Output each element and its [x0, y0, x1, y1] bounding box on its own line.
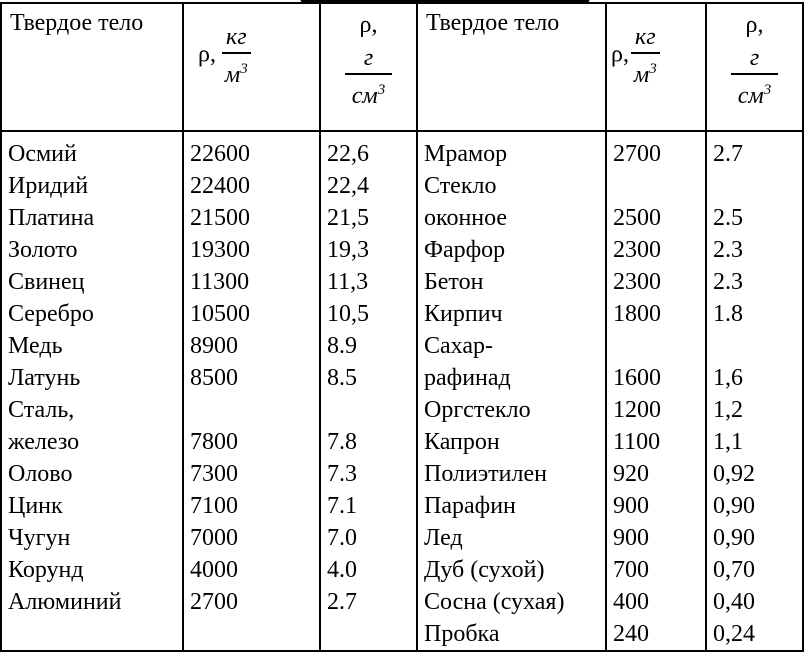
density-kg-m3: 700	[613, 557, 649, 583]
density-g-cm3: 1,6	[713, 365, 743, 391]
density-kg-m3: 2500	[613, 205, 661, 231]
density-g-cm3: 0,90	[713, 525, 755, 551]
unit-fraction-kg-m3: $\frac{кг}{м^3}$	[222, 22, 251, 90]
density-g-cm3: 7.8	[327, 429, 357, 455]
material-name: Дуб (сухой)	[424, 557, 545, 583]
density-g-cm3: 8.9	[327, 333, 357, 359]
density-g-cm3: 2.3	[713, 269, 743, 295]
density-g-cm3: 1.8	[713, 301, 743, 327]
material-name: Алюминий	[8, 589, 122, 615]
material-name: Свинец	[8, 269, 85, 295]
density-g-cm3: 1,1	[713, 429, 743, 455]
density-kg-m3: 22600	[190, 141, 250, 167]
material-name: Корунд	[8, 557, 84, 583]
density-g-cm3: 2.5	[713, 205, 743, 231]
material-name: Латунь	[8, 365, 81, 391]
material-name: Цинк	[8, 493, 63, 519]
density-g-cm3	[713, 170, 802, 202]
density-g-cm3: 7.3	[327, 461, 357, 487]
right-names-cell	[417, 131, 606, 651]
material-name: Сталь,	[8, 397, 75, 423]
material-name: Мрамор	[424, 141, 508, 167]
density-g-cm3	[713, 330, 802, 362]
left-gcm3-cell	[320, 131, 417, 651]
material-name: Сахар-	[424, 333, 493, 359]
density-kg-m3: 10500	[190, 301, 250, 327]
density-kg-m3: 11300	[190, 269, 250, 295]
material-name: Бетон	[424, 269, 484, 295]
unit-fraction-g-cm3: г $см^3$	[707, 43, 802, 111]
density-g-cm3: 2.3	[713, 237, 743, 263]
header-row	[1, 3, 803, 131]
density-kg-m3: 240	[613, 621, 649, 647]
density-kg-m3	[613, 330, 705, 362]
material-name: железо	[8, 429, 80, 455]
material-name: Иридий	[8, 173, 89, 199]
left-kgm3-cell	[183, 131, 320, 651]
right-gcm3-cell	[706, 131, 803, 651]
unit-fraction-g-cm3: г $см^3$	[321, 43, 416, 111]
density-g-cm3: 0,40	[713, 589, 755, 615]
rho-symbol: ρ,	[359, 12, 378, 38]
density-g-cm3: 7.1	[327, 493, 357, 519]
density-kg-m3: 7100	[190, 493, 238, 519]
density-g-cm3: 0,70	[713, 557, 755, 583]
density-g-cm3: 1,2	[713, 397, 743, 423]
material-name: Фарфор	[424, 237, 506, 263]
density-kg-m3: 1200	[613, 397, 661, 423]
density-g-cm3: 4.0	[327, 557, 357, 583]
density-g-cm3: 22,4	[327, 173, 369, 199]
material-name: Серебро	[8, 301, 94, 327]
density-g-cm3: 21,5	[327, 205, 369, 231]
material-name: Олово	[8, 461, 73, 487]
material-name: Осмий	[8, 141, 77, 167]
header-rho-kg-m3-left	[183, 3, 320, 131]
density-g-cm3	[327, 618, 416, 650]
material-name	[8, 618, 182, 650]
density-g-cm3: 10,5	[327, 301, 369, 327]
density-kg-m3: 1800	[613, 301, 661, 327]
density-g-cm3: 7.0	[327, 525, 357, 551]
density-kg-m3: 900	[613, 525, 649, 551]
density-kg-m3: 7000	[190, 525, 238, 551]
density-g-cm3: 0,90	[713, 493, 755, 519]
unit-fraction-kg-m3: $\frac{кг}{м^3}$	[631, 22, 660, 90]
header-rho-kg-m3-right	[606, 3, 706, 131]
density-kg-m3: 8500	[190, 365, 238, 391]
density-table	[0, 2, 804, 652]
material-name: Чугун	[8, 525, 71, 551]
density-kg-m3	[190, 394, 319, 426]
material-name: Парафин	[424, 493, 516, 519]
density-g-cm3: 0,24	[713, 621, 755, 647]
density-g-cm3: 8.5	[327, 365, 357, 391]
density-g-cm3: 22,6	[327, 141, 369, 167]
header-name-left: Твердое тело	[1, 3, 183, 131]
header-name-right: Твердое тело	[417, 3, 606, 131]
density-kg-m3: 22400	[190, 173, 250, 199]
density-kg-m3: 19300	[190, 237, 250, 263]
material-name: Капрон	[424, 429, 500, 455]
density-kg-m3: 8900	[190, 333, 238, 359]
density-kg-m3: 2300	[613, 237, 661, 263]
density-kg-m3	[190, 618, 319, 650]
density-kg-m3	[613, 170, 705, 202]
material-name: Стекло	[424, 173, 497, 199]
density-kg-m3: 400	[613, 589, 649, 615]
density-kg-m3: 2300	[613, 269, 661, 295]
density-g-cm3	[327, 394, 416, 426]
density-g-cm3: 11,3	[327, 269, 369, 295]
material-name: Платина	[8, 205, 95, 231]
density-g-cm3: 2.7	[327, 589, 357, 615]
density-g-cm3: 19,3	[327, 237, 369, 263]
header-rho-g-cm3-right	[706, 3, 803, 131]
density-g-cm3: 0,92	[713, 461, 755, 487]
material-name: Оргстекло	[424, 397, 531, 423]
body-row	[1, 131, 803, 651]
density-kg-m3: 21500	[190, 205, 250, 231]
density-kg-m3: 2700	[190, 589, 238, 615]
material-name: Медь	[8, 333, 63, 359]
material-name: Лед	[424, 525, 463, 551]
left-names-cell	[1, 131, 183, 651]
density-kg-m3: 900	[613, 493, 649, 519]
right-kgm3-cell	[606, 131, 706, 651]
material-name: рафинад	[424, 365, 511, 391]
density-kg-m3: 7800	[190, 429, 238, 455]
density-kg-m3: 4000	[190, 557, 238, 583]
material-name: Полиэтилен	[424, 461, 547, 487]
density-g-cm3: 2.7	[713, 141, 743, 167]
density-kg-m3: 920	[613, 461, 649, 487]
material-name: Пробка	[424, 621, 500, 647]
density-kg-m3: 2700	[613, 141, 661, 167]
rho-symbol: ρ,	[198, 41, 216, 68]
material-name: Кирпич	[424, 301, 503, 327]
rho-symbol: ρ,	[745, 12, 764, 38]
density-kg-m3: 7300	[190, 461, 238, 487]
density-kg-m3: 1100	[613, 429, 661, 455]
density-kg-m3: 1600	[613, 365, 661, 391]
material-name: Сосна (сухая)	[424, 589, 565, 615]
material-name: оконное	[424, 205, 508, 231]
rho-symbol: ρ,	[611, 41, 629, 68]
material-name: Золото	[8, 237, 78, 263]
header-rho-g-cm3-left	[320, 3, 417, 131]
